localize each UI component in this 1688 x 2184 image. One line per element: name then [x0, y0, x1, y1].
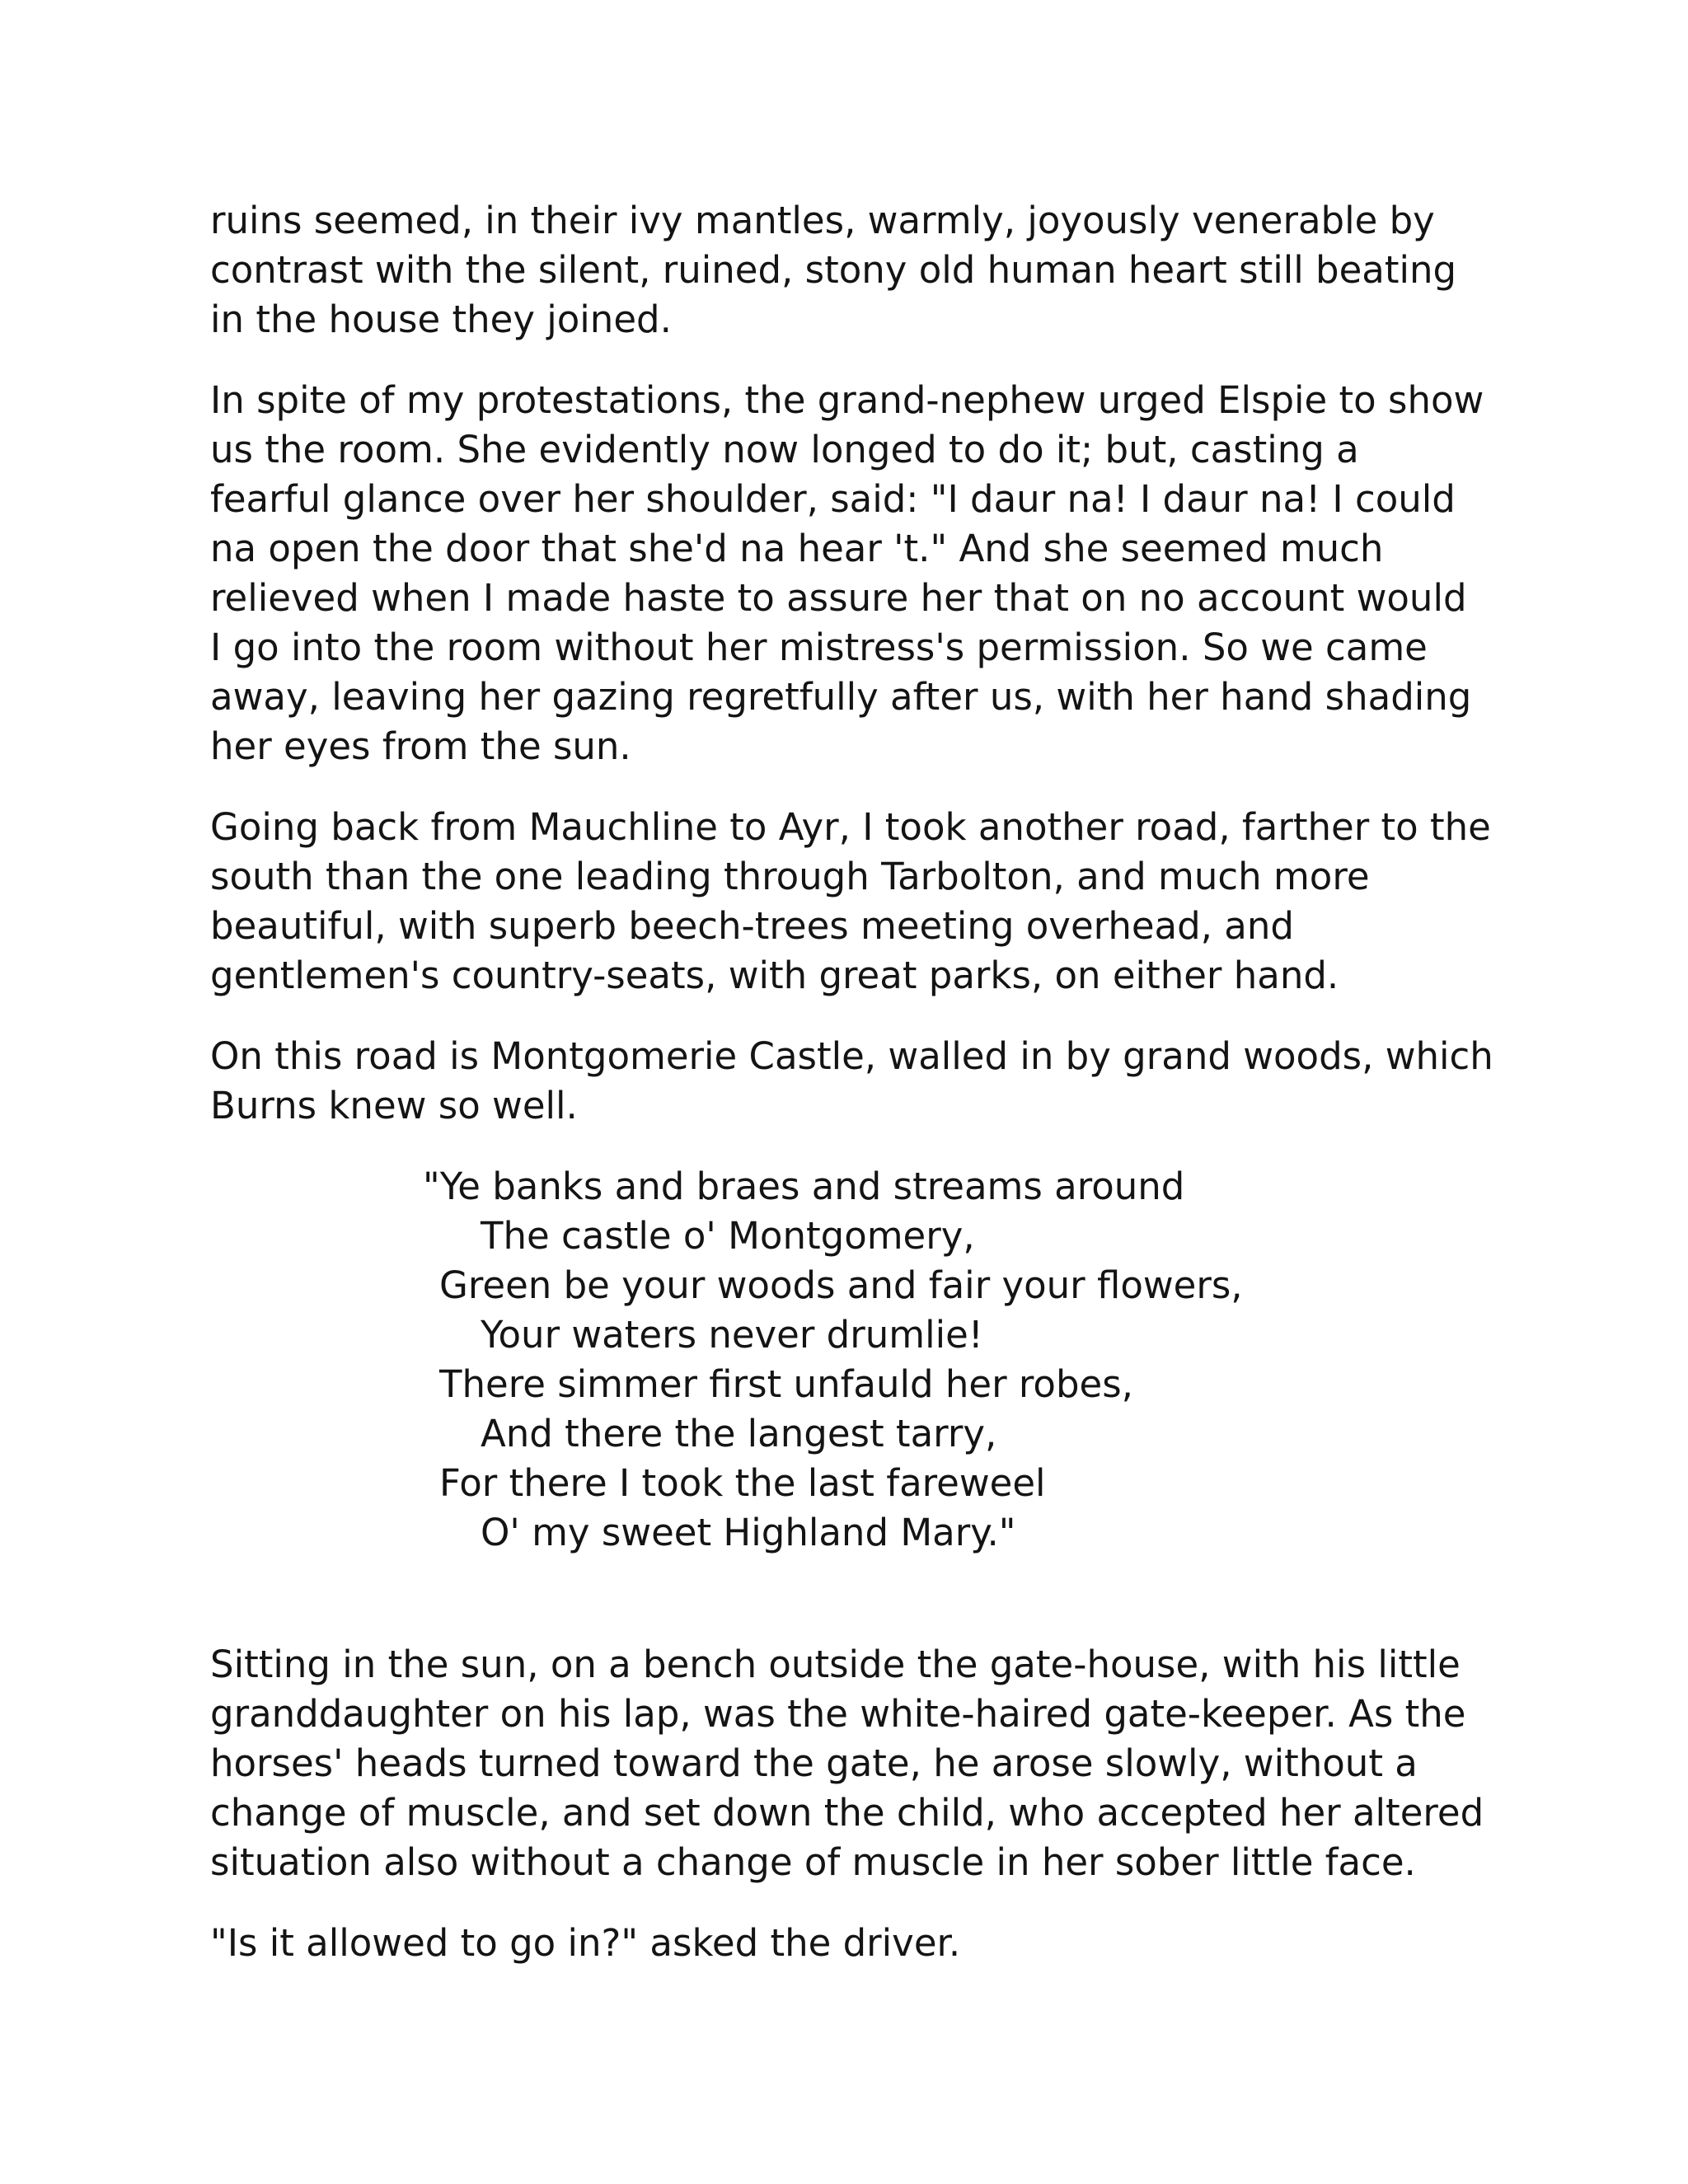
poem-line: Your waters never drumlie!: [481, 1313, 983, 1357]
poem-line: And there the langest tarry,: [481, 1412, 997, 1455]
text-line: On this road is Montgomerie Castle, walled in by grand woods, which: [210, 1034, 1493, 1078]
text-line: Burns knew so well.: [210, 1084, 578, 1127]
text-line: fearful glance over her shoulder, said: "I daur na! I daur na! I could: [210, 477, 1456, 521]
text-line: us the room. She evidently now longed to do it; but, casting a: [210, 428, 1359, 471]
paragraph-elspie: [210, 376, 1496, 771]
paragraph-ruins: [210, 196, 1496, 344]
text-line: in the house they joined.: [210, 298, 672, 341]
text-line: Sitting in the sun, on a bench outside the gate-house, with his little: [210, 1643, 1461, 1686]
text-line: gentlemen's country-seats, with great parks, on either hand.: [210, 954, 1339, 997]
text-line: granddaughter on his lap, was the white-haired gate-keeper. As the: [210, 1692, 1466, 1736]
text-line: beautiful, with superb beech-trees meeting overhead, and: [210, 904, 1294, 948]
text-line: contrast with the silent, ruined, stony old human heart still beating: [210, 248, 1457, 292]
text-line: her eyes from the sun.: [210, 724, 631, 768]
text-line: relieved when I made haste to assure her that on no account would: [210, 576, 1467, 620]
text-line: na open the door that she'd na hear 't." And she seemed much: [210, 527, 1384, 570]
text-line: In spite of my protestations, the grand-nephew urged Elspie to show: [210, 378, 1484, 422]
poem-line: The castle o' Montgomery,: [481, 1214, 975, 1258]
poem-line: There simmer first unfauld her robes,: [439, 1362, 1133, 1406]
poem-quote: [423, 1162, 1496, 1558]
paragraph-gatekeeper: [210, 1640, 1496, 1887]
text-line: south than the one leading through Tarbolton, and much more: [210, 855, 1370, 898]
text-line: "Is it allowed to go in?" asked the driver.: [210, 1921, 961, 1965]
text-line: away, leaving her gazing regretfully after us, with her hand shading: [210, 675, 1472, 719]
text-line: ruins seemed, in their ivy mantles, warmly, joyously venerable by: [210, 199, 1435, 242]
paragraph-driver: [210, 1919, 1496, 1968]
paragraph-castle: [210, 1032, 1496, 1131]
paragraph-road: [210, 803, 1496, 1001]
poem-line: For there I took the last fareweel: [439, 1461, 1046, 1505]
text-line: I go into the room without her mistress's permission. So we came: [210, 626, 1428, 669]
text-line: Going back from Mauchline to Ayr, I took another road, farther to the: [210, 805, 1491, 849]
poem-line: O' my sweet Highland Mary.": [481, 1511, 1016, 1554]
poem-line: Green be your woods and fair your flowers,: [439, 1263, 1243, 1307]
text-line: situation also without a change of muscle in her sober little face.: [210, 1840, 1416, 1884]
book-page: [210, 196, 1496, 1999]
text-line: horses' heads turned toward the gate, he arose slowly, without a: [210, 1741, 1418, 1785]
poem-line: "Ye banks and braes and streams around: [423, 1165, 1185, 1208]
text-line: change of muscle, and set down the child, who accepted her altered: [210, 1791, 1484, 1835]
